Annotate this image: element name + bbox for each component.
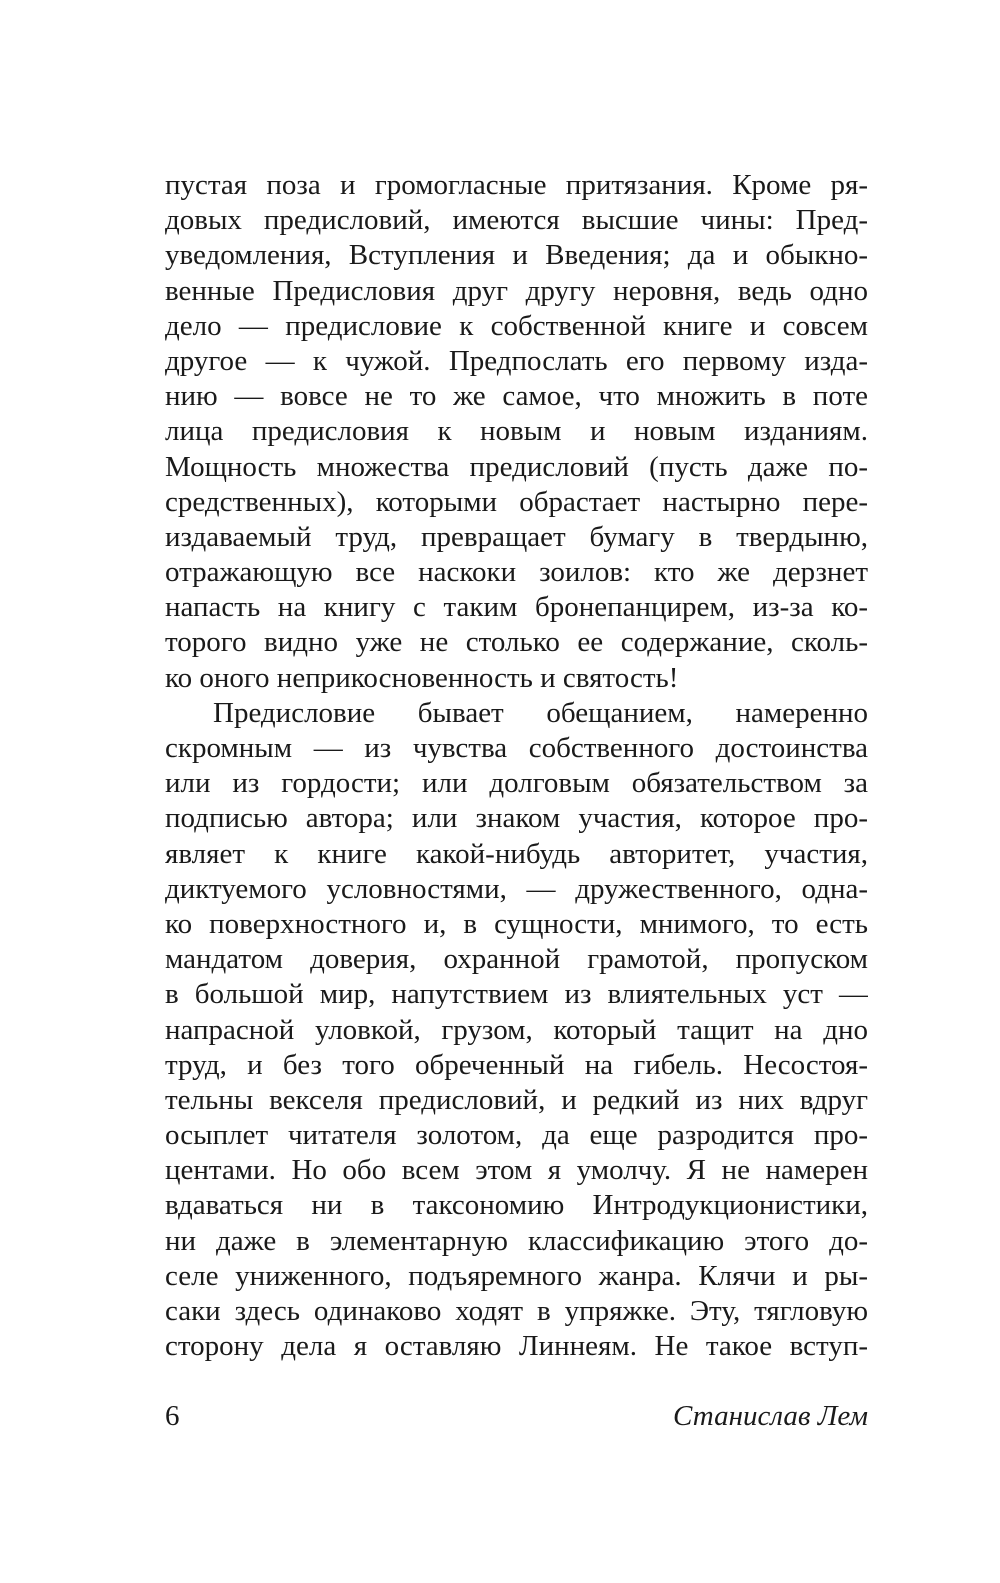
- running-author: Станислав Лем: [673, 1400, 868, 1432]
- text-line: торого видно уже не столько ее содержание, сколь-: [165, 626, 868, 659]
- text-line: венные Предисловия друг другу неровня, ведь одно: [165, 274, 868, 307]
- text-line: скромным — из чувства собственного достоинства: [165, 732, 868, 764]
- text-line: вдаваться ни в таксономию Интродукционистики,: [165, 1189, 868, 1222]
- text-line: труд, и без того обреченный на гибель. Несостоя-: [165, 1048, 868, 1081]
- text-line: или из гордости; или долговым обязательством за: [165, 767, 868, 800]
- text-line: диктуемого условностями, — дружественного, одна-: [165, 872, 868, 905]
- text-line: осыплет читателя золотом, да еще разродится про-: [165, 1119, 868, 1152]
- text-line: отражающую все наскоки зоилов: кто же дерзнет: [165, 556, 868, 589]
- text-line: напасть на книгу с таким бронепанцирем, из-за ко-: [165, 591, 868, 624]
- body-text: [165, 168, 868, 1364]
- text-line: дело — предисловие к собственной книге и совсем: [165, 309, 868, 342]
- text-line: другое — к чужой. Предпослать его первому изда-: [165, 344, 868, 377]
- text-line: напрасной уловкой, грузом, который тащит на дно: [165, 1013, 868, 1046]
- paragraph-2: [165, 696, 868, 1365]
- text-line: довых предисловий, имеются высшие чины: Пред-: [165, 204, 868, 237]
- text-line: нию — вовсе не то же самое, что множить в поте: [165, 380, 868, 413]
- text-line: селе униженного, подъяремного жанра. Клячи и ры-: [165, 1259, 868, 1292]
- page-footer: [165, 1398, 868, 1434]
- page-number: 6: [165, 1400, 180, 1432]
- text-line: тельны векселя предисловий, и редкий из них вдруг: [165, 1083, 868, 1116]
- text-line: средственных), которыми обрастает настырно пере-: [165, 485, 868, 518]
- text-line: пустая поза и громогласные притязания. Кроме ря-: [165, 169, 868, 201]
- text-line: ко поверхностного и, в сущности, мнимого, то есть: [165, 907, 868, 940]
- text-line: издаваемый труд, превращает бумагу в твердыню,: [165, 520, 868, 553]
- text-line: мандатом доверия, охранной грамотой, пропуском: [165, 943, 868, 976]
- text-line: в большой мир, напутствием из влиятельных уст —: [165, 978, 868, 1011]
- text-line: являет к книге какой-нибудь авторитет, участия,: [165, 837, 868, 870]
- text-line: саки здесь одинаково ходят в упряжке. Эту, тягловую: [165, 1295, 868, 1327]
- text-line: сторону дела я оставляю Линнеям. Не такое вступ-: [165, 1330, 868, 1363]
- text-line: лица предисловия к новым и новым изданиям.: [165, 415, 868, 448]
- text-line: уведомления, Вступления и Введения; да и обыкно-: [165, 239, 868, 272]
- text-line: ни даже в элементарную классификацию этого до-: [165, 1224, 868, 1257]
- text-line: центами. Но обо всем этом я умолчу. Я не намерен: [165, 1154, 868, 1187]
- text-line: подписью автора; или знаком участия, которое про-: [165, 802, 868, 835]
- text-line: ко оного неприкосновенность и святость!: [165, 661, 679, 694]
- paragraph-1: [165, 168, 868, 696]
- text-line: Предисловие бывает обещанием, намеренно: [213, 696, 868, 729]
- text-line: Мощность множества предисловий (пусть даже по-: [165, 450, 868, 483]
